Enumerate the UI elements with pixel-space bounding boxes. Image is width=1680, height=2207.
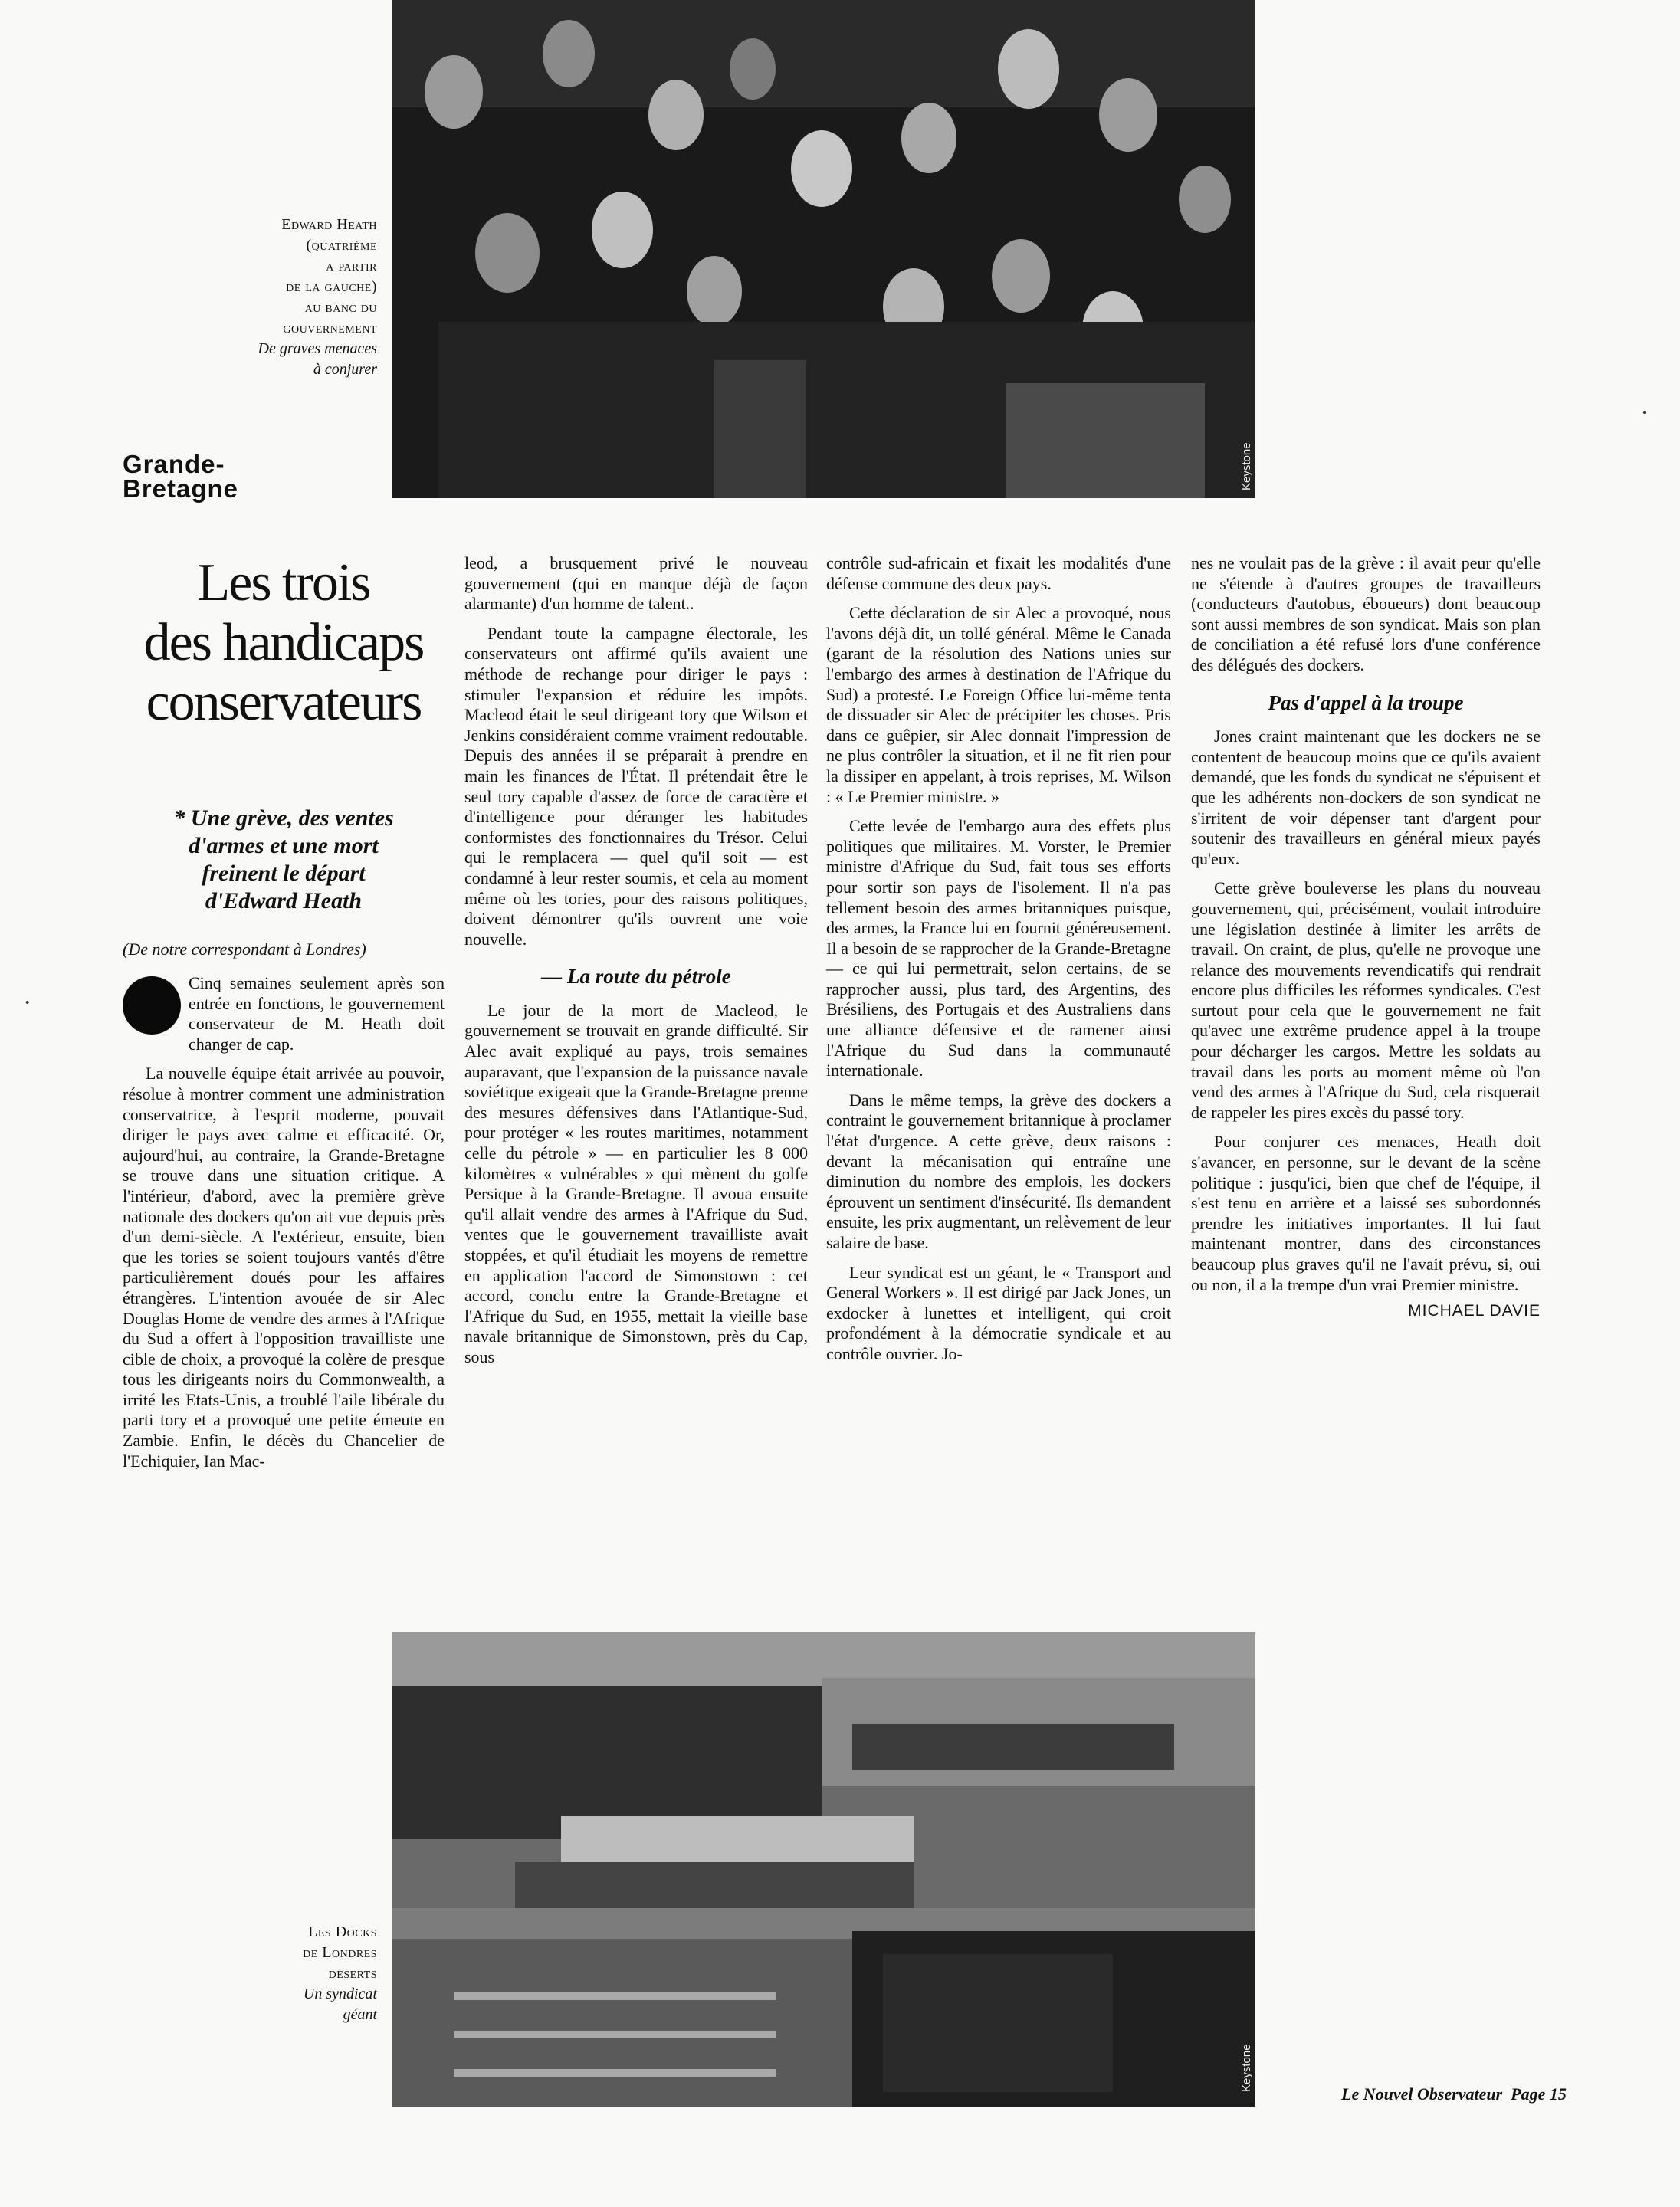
docks-photo-image [392, 1632, 1255, 2107]
subheading-route-du-petrole: — La route du pétrole [541, 965, 731, 989]
headline-line: des handicaps [143, 613, 424, 672]
caption-head-line: de la gauche) [286, 278, 377, 295]
print-mark: · [1640, 398, 1649, 427]
article-paragraph: La nouvelle équipe était arrivée au pouvoir, résolue à montrer comment une administration conservatrice, à l'esprit moderne, pouvait diriger le pays avec calme et efficacité. Or, aujourd'hui, au contraire, la Grande-Bretagne se trouve dans une situation critique. A l'intérieur, d'abord, avec la première grève nationale des dockers qu'on ait vue depuis près d'un demi-siècle. A l'extérieur, ensuite, bien que les tories se soient toujours vantés d'être particulièrement doués pour les affaires étrangères. L'intention avouée de sir Alec Douglas Home de vendre des armes à l'Afrique du Sud a offert à l'opposition travailliste une cible de choix, a provoqué la colère de presque tous les dirigeants noirs du Commonwealth, a irrité les Etats-Unis, a troublé l'aile libérale du parti tory et a provoqué une petite émeute en Zambie. Enfin, le décès du Chancelier de l'Echiquier, Ian Mac- [123, 1064, 445, 1471]
caption-sub-line: à conjurer [313, 361, 377, 378]
caption-head-line: au banc du [304, 299, 377, 316]
bottom-photo [392, 1632, 1255, 2107]
page-footer: Le Nouvel Observateur Page 15 [1341, 2084, 1567, 2104]
caption-head-line: Les Docks [308, 1923, 377, 1940]
article-column-1 [123, 973, 445, 1471]
article-column-2 [464, 553, 808, 1368]
caption-head-line: de Londres [303, 1944, 377, 1961]
author-signature: MICHAEL DAVIE [1408, 1302, 1541, 1320]
article-byline: (De notre correspondant à Londres) [123, 940, 366, 959]
bottom-photo-credit: Keystone [1240, 2044, 1253, 2092]
section-rubric [123, 452, 238, 501]
article-paragraph: contrôle sud-africain et fixait les modalités d'une défense commune des deux pays. [826, 553, 1171, 593]
article-paragraph: Le jour de la mort de Macleod, le gouvernement se trouvait en grande difficulté. Sir Alec avait expliqué au pays, trois semaines auparavant, que l'expansion de la puissance navale soviétique exigeait que la Grande-Bretagne prenne des mesures défensives dans l'Atlantique-Sud, pour protéger « les routes maritimes, notamment celle du pétrole » — en particulier les 8 000 kilomètres « vulnérables » qui mènent du golfe Persique à la Grande-Bretagne. Il avoua ensuite qu'il allait vendre des armes à l'Afrique du Sud, ventes que le gouvernement travailliste avait stoppées, et qu'il étudiait les moyens de remettre en application l'accord de Simonstown : cet accord, conclu entre la Grande-Bretagne et l'Afrique du Sud, en 1955, mettait la vieille base navale britannique de Simonstown, près du Cap, sous [464, 1000, 808, 1366]
standfirst-line: d'Edward Heath [205, 888, 363, 913]
subheading-pas-d-appel: Pas d'appel à la troupe [1268, 690, 1464, 714]
article-headline [123, 553, 445, 733]
parliament-photo-image [392, 0, 1255, 498]
top-photo-caption [138, 215, 377, 380]
article-paragraph: Cette grève bouleverse les plans du nouveau gouvernement, qui, précisément, voulait introduire une législation destinée à limiter les arrêts de travail. On craint, de plus, qu'elle ne provoque une relance des mouvements revendicatifs qui rendrait encore plus difficiles les réformes syndicales. C'est surtout pour cela que le gouvernement ne fait qu'avec une extrême prudence appel à la troupe pour décharger les cargos. Mettre les soldats au travail dans les ports au moment même où l'on vend des armes à l'Afrique du Sud, cela risquerait de rappeler les pires excès du passé tory. [1191, 878, 1541, 1122]
standfirst-line: d'armes et une mort [189, 833, 379, 858]
headline-line: Les trois [197, 553, 370, 612]
caption-head-line: (quatrième [306, 237, 377, 254]
article-paragraph: nes ne voulait pas de la grève : il avait peur qu'elle ne s'étende à d'autres groupes de travailleurs (conducteurs d'autobus, éboueurs) dont beaucoup sont aussi membres de son syndicat. Mais son plan de conciliation a été refusé lors d'une conférence des délégués des dockers. [1191, 553, 1541, 674]
rubric-line: Bretagne [123, 474, 239, 503]
article-paragraph: Pendant toute la campagne électorale, les conservateurs ont affirmé qu'ils avaient une méthode de rechange pour diriger le pays : stimuler l'expansion et réduire les impôts. Macleod était le seul dirigeant tory que Wilson et Jenkins considéraient comme vraiment redoutable. Depuis des années il se préparait à prendre en main les finances de l'État. Il prétendait être le seul tory capable d'assez de force de caractère et d'intelligence pour déranger les habitudes conformistes des fonctionnaires du Trésor. Celui qui le remplacera — quel qu'il soit — est condamné à leur rester soumis, et cela au moment même où les tories, pour des raisons politiques, doivent démontrer qu'ils ouvrent une voie nouvelle. [464, 623, 808, 949]
caption-head-line: gouvernement [283, 320, 377, 336]
article-paragraph: Cette levée de l'embargo aura des effets plus politiques que militaires. M. Vorster, le Premier ministre d'Afrique du Sud, fait tous ses efforts pour sortir son pays de l'isolement. Il n'a pas tellement besoin des armes britanniques puisque, des armes, la France lui en fournit généreusement. Il a besoin de se rapprocher de la Grande-Bretagne — ce qui lui permettrait, selon certains, de se rapprocher aussi, plus tard, des Argentins, des Brésiliens, des Portugais et des Australiens dans une alliance défensive et de ramener ainsi l'Afrique du Sud dans la communauté internationale. [826, 816, 1171, 1081]
top-photo-credit: Keystone [1240, 442, 1253, 490]
caption-sub-line: De graves menaces [258, 340, 377, 357]
top-photo [392, 0, 1255, 498]
article-paragraph: Jones craint maintenant que les dockers ne se contentent de beaucoup moins que ce qu'ils avaient demandé, que les fonds du syndicat ne s'épuisent et que les adhérents non-dockers de son syndicat ne s'irritent de voir dépenser tant d'argent pour soutenir des travailleurs en général mieux payés qu'eux. [1191, 726, 1541, 868]
standfirst-line: freinent le départ [202, 861, 366, 886]
headline-line: conservateurs [146, 673, 422, 732]
article-paragraph: leod, a brusquement privé le nouveau gouvernement (qui en manque déjà de façon alarmante) d'un homme de talent.. [464, 553, 808, 614]
standfirst-line: * Une grève, des ventes [173, 805, 394, 831]
article-paragraph: Cette déclaration de sir Alec a provoqué, nous l'avons déjà dit, un tollé général. Même le Canada (garant de la résolution des Nations unies sur l'embargo des armes à destination de l'Afrique du Sud) a protesté. Le Foreign Office lui-même tenta de dissuader sir Alec de précipiter les choses. Pris dans ce guêpier, sir Alec donnait l'impression de ne plus contrôler la situation, et il ne fit rien pour la dissiper en appelant, à trois reprises, M. Wilson : « Le Premier ministre. » [826, 603, 1171, 806]
article-paragraph: Cinq semaines seulement après son entrée en fonctions, le gouvernement conservateur de M. Heath doit changer de cap. [123, 973, 445, 1054]
article-paragraph: Pour conjurer ces menaces, Heath doit s'avancer, en personne, sur le devant de la scène politique : jusqu'ici, bien que chef de l'équipe, il s'est tenu en arrière et a laissé ses subordonnés prendre les initiatives importantes. Il lui faut maintenant montrer, dans des circonstances beaucoup plus graves qu'il ne l'avait prévu, si, oui ou non, il a la trempe d'un vrai Premier ministre. [1191, 1132, 1541, 1294]
print-mark: · [23, 989, 32, 1017]
rubric-line: Grande- [123, 450, 225, 478]
bottom-photo-caption [138, 1922, 377, 2025]
article-paragraph: Leur syndicat est un géant, le « Transport and General Workers ». Il est dirigé par Jack Jones, un exdocker à lunettes et intelligent, qui croit profondément à la démocratie syndicale et au contrôle ouvrier. Jo- [826, 1262, 1171, 1363]
article-column-4 [1191, 553, 1541, 1322]
article-paragraph: Dans le même temps, la grève des dockers a contraint le gouvernement britannique à proclamer l'état d'urgence. A cette grève, deux raisons : devant la mécanisation qui entraîne une diminution du nombre des emplois, les dockers éprouvent un sentiment d'insécurité. Ils demandent ensuite, les prix augmentant, un relèvement de leur salaire de base. [826, 1090, 1171, 1252]
caption-head-line: déserts [328, 1965, 377, 1982]
article-standfirst [123, 805, 445, 915]
article-column-3 [826, 553, 1171, 1365]
dropcap-bullet [123, 976, 181, 1035]
caption-sub-line: Un syndicat [303, 1986, 377, 2002]
caption-head-line: Edward Heath [281, 216, 377, 233]
caption-sub-line: géant [343, 2006, 377, 2023]
caption-head-line: a partir [326, 257, 377, 274]
